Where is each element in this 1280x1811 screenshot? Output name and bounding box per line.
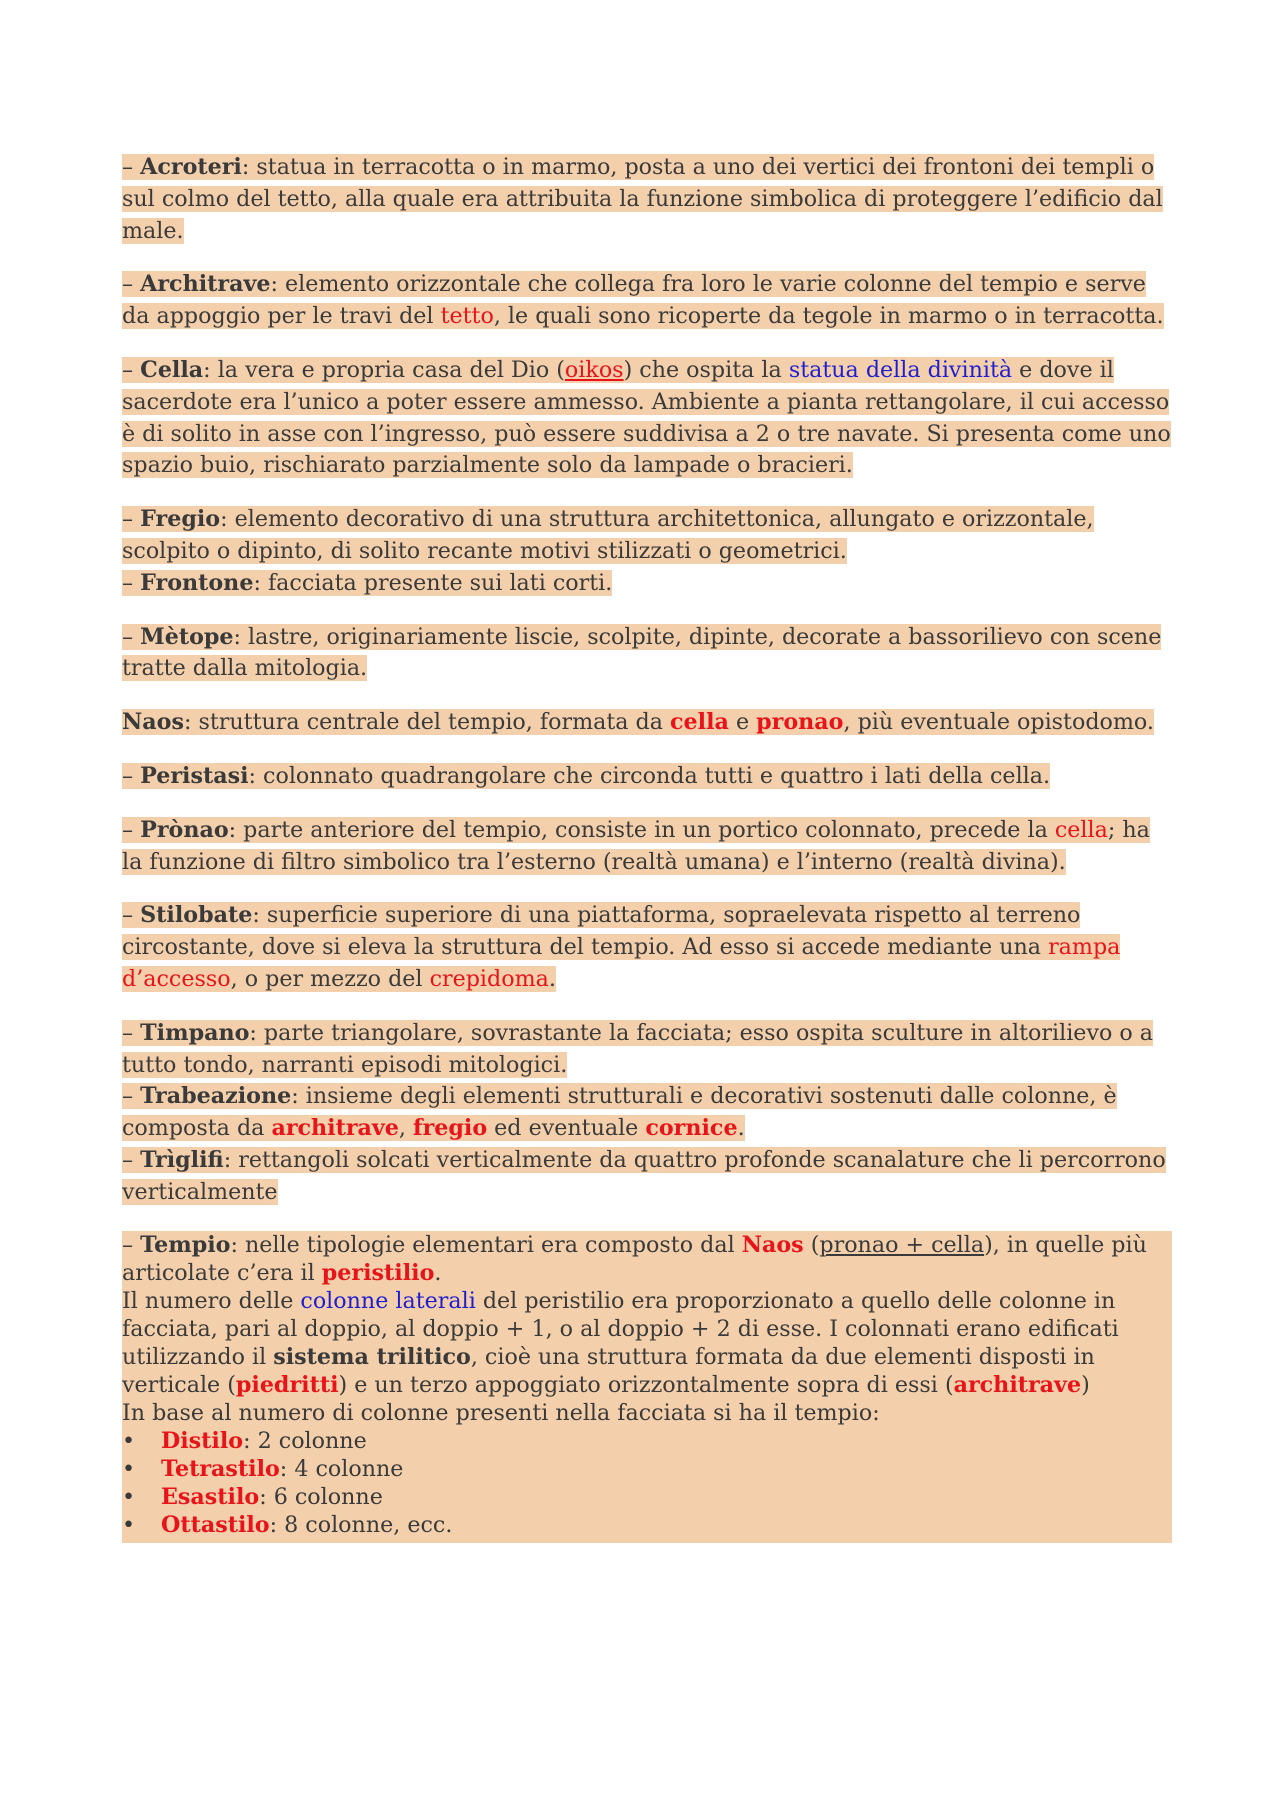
entry-definition: ) che ospita la xyxy=(623,356,789,383)
entry-dash: – xyxy=(122,1231,141,1258)
entry-naos xyxy=(122,707,1172,739)
entry-dash: – xyxy=(122,1083,141,1110)
entry-term: Architrave xyxy=(140,271,271,298)
entry-term: Naos xyxy=(122,709,184,736)
paragraph-text: ) xyxy=(1081,1371,1090,1398)
entry-dash: – xyxy=(122,154,141,180)
entry-cella xyxy=(122,355,1172,482)
entry-term: Acroteri xyxy=(140,154,242,180)
entry-highlight xyxy=(122,902,1120,992)
entry-highlight xyxy=(122,763,1050,789)
entry-definition: : la vera e propria casa del Dio ( xyxy=(203,356,565,383)
entry-highlight xyxy=(122,570,612,596)
list-item xyxy=(122,1427,1170,1455)
entry-definition: , le quali sono ricoperte da tegole in marmo o in terracotta. xyxy=(493,303,1164,330)
entry-fregio xyxy=(122,504,1172,568)
entry-term: Cella xyxy=(140,356,204,383)
link-cella[interactable]: cella xyxy=(1054,816,1108,843)
tempio-intro xyxy=(122,1231,1170,1287)
entry-term: Mètope xyxy=(140,623,234,650)
entry-architrave xyxy=(122,269,1172,333)
tempio-box xyxy=(122,1231,1172,1543)
list-item xyxy=(122,1511,1170,1539)
entry-term: Trabeazione xyxy=(140,1083,292,1110)
entry-pronao xyxy=(122,815,1172,879)
entry-definition: : rettangoli solcati verticalmente da quattro profonde scanalature che li percorrono verticalmente xyxy=(122,1146,1166,1205)
entry-dash: – xyxy=(122,762,141,789)
entry-definition: : nelle tipologie elementari era composto dal xyxy=(230,1231,742,1258)
entry-definition: : struttura centrale del tempio, formata da xyxy=(183,709,671,736)
entry-dash: – xyxy=(122,506,141,533)
entry-definition: , più eventuale opistodomo. xyxy=(843,709,1154,736)
entry-peristasi xyxy=(122,761,1172,793)
entry-definition: ed eventuale xyxy=(487,1115,646,1142)
entry-term: Fregio xyxy=(140,506,221,533)
link-oikos[interactable]: oikos xyxy=(564,356,624,383)
entry-definition: , o per mezzo del xyxy=(230,965,430,992)
type-name: Ottastilo xyxy=(161,1511,270,1538)
entry-dash: – xyxy=(122,1019,141,1046)
type-description: : 6 colonne xyxy=(259,1483,383,1510)
glossary xyxy=(122,152,1172,1543)
entry-highlight xyxy=(122,624,1161,682)
entry-highlight xyxy=(122,154,1163,244)
paragraph-text: ) e un terzo appoggiato orizzontalmente sopra di essi ( xyxy=(338,1371,954,1398)
entry-highlight xyxy=(122,1020,1153,1078)
link-tetto[interactable]: tetto xyxy=(440,303,494,330)
keyword-peristilio: peristilio xyxy=(321,1259,435,1286)
entry-definition: ), in quelle più articolate c’era il xyxy=(122,1231,1147,1286)
keyword-cella: cella xyxy=(670,709,729,736)
keyword-piedritti: piedritti xyxy=(235,1371,339,1398)
entry-definition: : colonnato quadrangolare che circonda tutti e quattro i lati della cella. xyxy=(248,762,1051,789)
type-description: : 4 colonne xyxy=(279,1455,404,1482)
link-rampa-accesso[interactable]: rampa d’accesso xyxy=(122,934,1121,992)
list-item xyxy=(122,1455,1170,1483)
entry-frontone xyxy=(122,568,1172,600)
entry-timpano xyxy=(122,1018,1172,1082)
entry-definition: : parte triangolare, sovrastante la facciata; esso ospita sculture in altorilievo o a tutto tondo, narranti episodi mitologici. xyxy=(122,1019,1154,1078)
entry-acroteri xyxy=(122,152,1172,247)
entry-highlight xyxy=(122,506,1094,564)
entry-definition: . xyxy=(737,1115,745,1142)
link-statua-della-divinita[interactable]: statua della divinità xyxy=(788,356,1013,383)
entry-stilobate xyxy=(122,900,1172,995)
entry-definition: e xyxy=(728,709,757,736)
entry-metope xyxy=(122,622,1172,686)
keyword-architrave: architrave xyxy=(271,1115,399,1142)
entry-dash: – xyxy=(122,902,141,929)
keyword-sistema-trilitico: sistema trilitico xyxy=(273,1343,471,1370)
entry-term: Tempio xyxy=(140,1231,231,1258)
entry-term: Prònao xyxy=(140,816,229,843)
entry-definition: : elemento decorativo di una struttura architettonica, allungato e orizzontale, scolpito o dipinto, di solito recante motivi stilizzati o geometrici. xyxy=(122,506,1094,564)
entry-triglifi xyxy=(122,1145,1172,1209)
entry-trabeazione xyxy=(122,1081,1172,1145)
entry-highlight xyxy=(122,817,1150,875)
bullet-icon: • xyxy=(122,1511,136,1538)
keyword-fregio: fregio xyxy=(413,1115,488,1142)
entry-dash: – xyxy=(122,816,141,843)
entry-term: Stilobate xyxy=(140,902,253,929)
entry-highlight xyxy=(122,1147,1166,1205)
link-crepidoma[interactable]: crepidoma xyxy=(429,965,549,992)
entry-definition: : insieme degli elementi strutturali e decorativi sostenuti dalle colonne, è composta da xyxy=(122,1083,1117,1142)
entry-definition: : facciata presente sui lati corti. xyxy=(253,569,613,596)
entry-dash: – xyxy=(122,271,141,298)
entry-definition: . xyxy=(434,1259,442,1286)
entry-highlight xyxy=(122,709,1154,735)
entry-term: Timpano xyxy=(140,1019,250,1046)
list-item xyxy=(122,1483,1170,1511)
type-description: : 8 colonne, ecc. xyxy=(269,1511,453,1538)
bullet-icon: • xyxy=(122,1427,136,1454)
paragraph-text: , cioè una struttura formata da due elementi disposti in verticale ( xyxy=(122,1343,1095,1398)
entry-definition: . xyxy=(548,965,556,992)
entry-definition: : parte anteriore del tempio, consiste in un portico colonnato, precede la xyxy=(228,816,1055,843)
entry-term: Peristasi xyxy=(140,762,249,789)
bullet-icon: • xyxy=(122,1483,136,1510)
entry-highlight xyxy=(122,1083,1117,1141)
bullet-icon: • xyxy=(122,1455,136,1482)
entry-definition: : lastre, originariamente liscie, scolpite, dipinte, decorate a bassorilievo con scene tratte dalla mitologia. xyxy=(122,623,1162,682)
entry-term: Trìglifi xyxy=(140,1146,224,1173)
entry-definition: e dove il sacerdote era l’unico a poter essere ammesso. Ambiente a pianta rettangolare, il cui accesso è di solito in asse con l’ingresso, può essere suddivisa a 2 o tre navate. Si presenta come uno spazio buio, rischiarato parzialmente solo da lampade o bracieri. xyxy=(122,356,1171,479)
type-description: : 2 colonne xyxy=(243,1427,367,1454)
paragraph-text: Il numero delle xyxy=(122,1287,301,1314)
keyword-pronao: pronao xyxy=(756,709,844,736)
entry-dash: – xyxy=(122,1146,141,1173)
entry-highlight xyxy=(122,271,1164,329)
entry-dash: – xyxy=(122,569,141,596)
tempio-types-list xyxy=(122,1427,1170,1539)
paragraph-text: del peristilio era proporzionato a quello delle colonne in facciata, pari al doppio, al doppio + 1, o al doppio + 2 di esse. I colonnati erano edificati utilizzando il xyxy=(122,1287,1119,1370)
entry-term: Frontone xyxy=(140,569,254,596)
tempio-colonne-paragraph xyxy=(122,1287,1170,1399)
entry-definition: , xyxy=(398,1115,414,1142)
link-colonne-laterali[interactable]: colonne laterali xyxy=(300,1287,476,1314)
keyword-naos: Naos xyxy=(741,1231,804,1258)
entry-definition: : superficie superiore di una piattaforma, sopraelevata rispetto al terreno circostante, dove si eleva la struttura del tempio. Ad esso si accede mediante una xyxy=(122,902,1081,961)
entry-definition: : statua in terracotta o in marmo, posta a uno dei vertici dei frontoni dei templi o sul colmo del tetto, alla quale era attribuita la funzione simbolica di proteggere l’edificio dal male. xyxy=(122,154,1163,244)
keyword-cornice: cornice xyxy=(645,1115,738,1142)
underlined-pronao-cella: pronao + cella xyxy=(819,1231,985,1258)
entry-definition: ; ha la funzione di filtro simbolico tra l’esterno (realtà umana) e l’interno (realtà divina). xyxy=(122,816,1150,875)
keyword-architrave: architrave xyxy=(953,1371,1082,1398)
entry-definition: : elemento orizzontale che collega fra loro le varie colonne del tempio e serve da appoggio per le travi del xyxy=(122,271,1146,330)
entry-definition: ( xyxy=(803,1231,820,1258)
entry-highlight xyxy=(122,357,1171,478)
entry-dash: – xyxy=(122,623,141,650)
tempio-types-intro: In base al numero di colonne presenti nella facciata si ha il tempio: xyxy=(122,1399,880,1426)
entry-dash: – xyxy=(122,356,141,383)
type-name: Distilo xyxy=(161,1427,244,1454)
type-name: Esastilo xyxy=(161,1483,260,1510)
type-name: Tetrastilo xyxy=(161,1455,280,1482)
